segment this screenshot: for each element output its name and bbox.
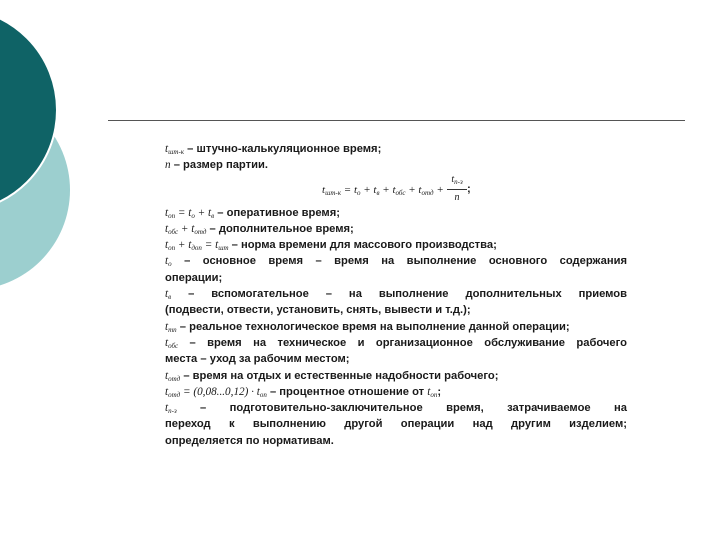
main-formula <box>165 175 627 203</box>
symbol: n <box>165 159 171 172</box>
definition-text: – основное время – время на выполнение основного содержания <box>171 255 627 268</box>
def-t-dop: $t_{обс} + t_{отд}$ – дополнительное время; <box>165 222 354 236</box>
def-t-o-cont: операции; <box>165 271 223 284</box>
fraction-numerator: $t_{п-з}$ <box>447 172 467 190</box>
def-t-sht-k <box>165 141 627 157</box>
definition-text: – время на техническое и организационное обслуживание рабочего <box>178 336 627 349</box>
def-t-pz: $t_{п-з}$ – подготовительно-заключительное время, затрачиваемое на <box>165 402 627 416</box>
def-t-obs: $t_{обс}$ – время на техническое и организационное обслуживание рабочего <box>165 336 627 350</box>
symbol-subscript: шт-к <box>168 148 185 156</box>
def-t-pz-cont: переход к выполнению другой операции над другим изделием; <box>165 418 627 431</box>
def-t-sht: $t_{оп} + t_{доп} = t_{шт}$ – норма времени для массового производства; <box>165 239 497 253</box>
def-t-op: $t_{оп} = t_о + t_в$ – оперативное время; <box>165 206 340 220</box>
definition-text: – размер партии. <box>170 159 268 172</box>
def-t-v-cont: (подвести, отвести, установить, снять, вывести и т.д.); <box>165 304 471 317</box>
symbol: t <box>165 143 169 155</box>
def-t-o: $t_о$ – основное время – время на выполнение основного содержания <box>165 255 627 269</box>
def-t-otd-percent: $t_{отд} = (0,08...0,12) \cdot t_{оп}$ – процентное отношение от $t_{оп}$; <box>165 385 442 399</box>
def-n <box>165 157 627 173</box>
definition-text: – штучно-калькуляционное время; <box>184 143 382 155</box>
definition-text: – подготовительно-заключительное время, затрачиваемое на <box>176 402 627 415</box>
definition-text: – процентное отношение от <box>266 385 428 398</box>
formula-fraction <box>447 172 467 207</box>
def-t-pz-cont2: определяется по нормативам. <box>165 434 334 447</box>
def-t-v: $t_в$ – вспомогательное – на выполнение дополнительных приемов <box>165 288 627 302</box>
def-t-tp: $t_{тп}$ – реальное технологическое время на выполнение данной операции; <box>165 320 570 334</box>
definition-text: – вспомогательное – на выполнение дополнительных приемов <box>171 288 627 301</box>
horizontal-rule <box>108 120 685 121</box>
document-body <box>165 141 627 449</box>
def-t-otd: $t_{отд}$ – время на отдых и естественные надобности рабочего; <box>165 369 499 383</box>
definition-text: – оперативное время; <box>214 206 340 219</box>
decorative-circles <box>0 0 110 540</box>
definition-text: – норма времени для массового производства; <box>228 239 497 252</box>
definition-text: – дополнительное время; <box>206 222 354 235</box>
fraction-denominator: n <box>454 191 460 203</box>
decorative-circles-graphic <box>0 0 110 540</box>
definition-text: – время на отдых и естественные надобности рабочего; <box>180 369 499 382</box>
formula-end: ; <box>467 182 471 195</box>
definition-text: – реальное технологическое время на выполнение данной операции; <box>176 320 570 333</box>
def-t-obs-cont: места – уход за рабочим местом; <box>165 353 350 366</box>
formula-body: $t_{шт-к} = t_о + t_в + t_{обс} + t_{отд}$ + <box>322 183 444 197</box>
